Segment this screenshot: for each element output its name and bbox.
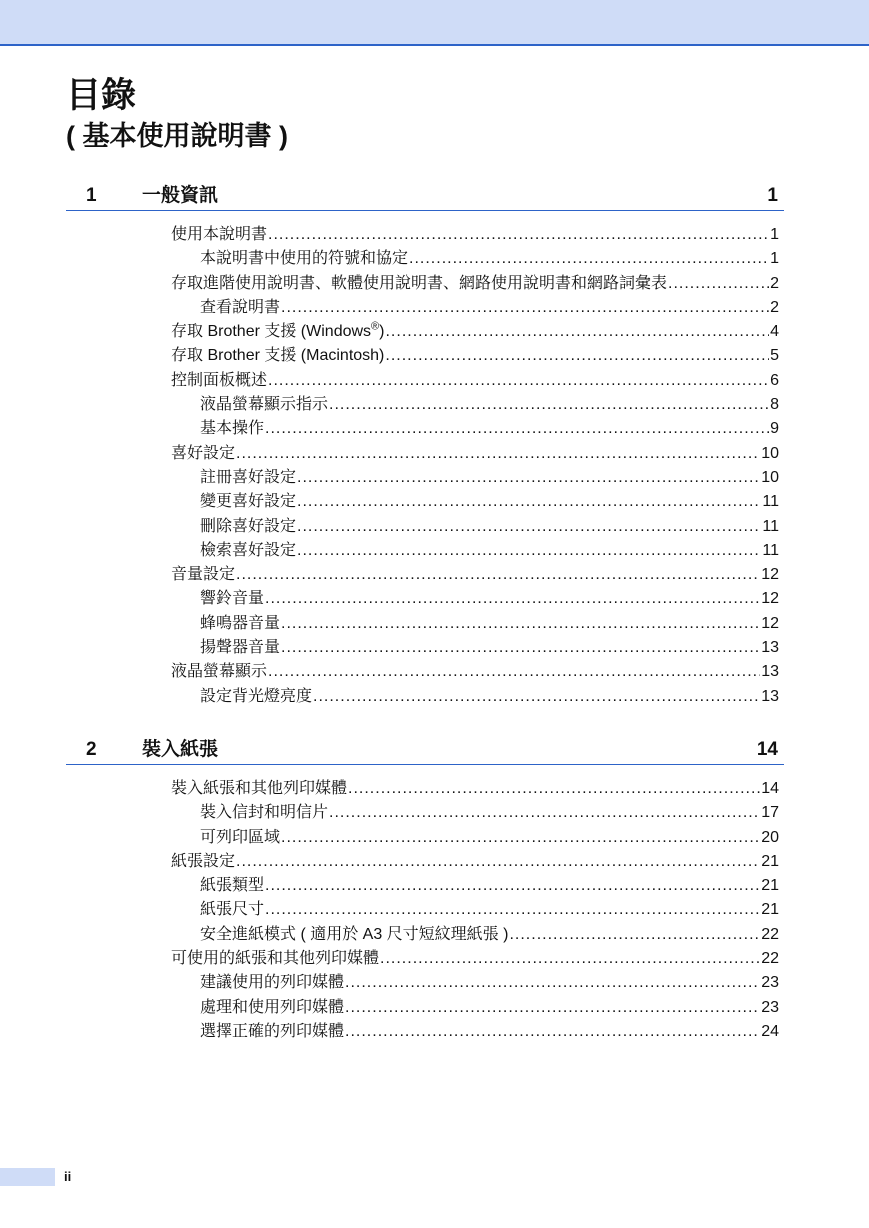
dot-leader <box>236 442 760 466</box>
dot-leader <box>345 996 760 1020</box>
toc-entry[interactable] <box>171 490 779 514</box>
dot-leader <box>281 612 760 636</box>
toc-entry[interactable] <box>171 272 779 296</box>
toc-entry-label: 處理和使用列印媒體 <box>200 998 345 1016</box>
toc-entry-label: 音量設定 <box>171 566 236 584</box>
toc-list-chapter-1 <box>171 223 779 709</box>
toc-entry-page: 22 <box>761 950 779 968</box>
chapter-page: 1 <box>767 185 778 206</box>
dot-leader <box>509 923 760 947</box>
toc-entry-label: 可使用的紙張和其他列印媒體 <box>171 950 380 968</box>
toc-entry-page: 11 <box>762 541 779 559</box>
chapter-heading-2[interactable] <box>66 738 784 765</box>
toc-entry-page: 4 <box>770 323 779 341</box>
toc-entry-page: 13 <box>761 639 779 657</box>
toc-entry[interactable] <box>171 320 779 344</box>
toc-entry[interactable] <box>171 685 779 709</box>
toc-entry-page: 1 <box>770 250 779 268</box>
chapter-heading-1[interactable] <box>66 184 784 211</box>
toc-entry-page: 10 <box>761 468 779 486</box>
toc-entry-page: 11 <box>762 517 779 535</box>
toc-entry-label: 存取進階使用說明書、軟體使用說明書、網路使用說明書和網路詞彙表 <box>171 274 668 292</box>
toc-entry-page: 8 <box>770 396 779 414</box>
dot-leader <box>385 344 769 368</box>
toc-entry-page: 21 <box>761 901 779 919</box>
toc-entry-page: 24 <box>761 1022 779 1040</box>
toc-entry-page: 10 <box>761 444 779 462</box>
toc-entry-label: 基本操作 <box>200 420 265 438</box>
toc-entry-label: 蜂鳴器音量 <box>200 614 281 632</box>
page-title: 目錄 <box>66 76 137 115</box>
toc-entry-page: 11 <box>762 493 779 511</box>
toc-entry[interactable] <box>171 826 779 850</box>
dot-leader <box>265 587 760 611</box>
toc-entry[interactable] <box>171 247 779 271</box>
toc-entry[interactable] <box>171 296 779 320</box>
toc-entry-page: 2 <box>770 298 779 316</box>
dot-leader <box>265 898 760 922</box>
toc-entry[interactable] <box>171 223 779 247</box>
header-band <box>0 0 869 46</box>
toc-entry-label: 安全進紙模式 ( 適用於 A3 尺寸短紋理紙張 ) <box>200 925 509 943</box>
toc-entry[interactable] <box>171 442 779 466</box>
chapter-title: 一般資訊 <box>142 185 219 206</box>
chapter-page: 14 <box>756 739 778 760</box>
toc-entry[interactable] <box>171 587 779 611</box>
toc-entry-label: 可列印區域 <box>200 828 281 846</box>
dot-leader <box>385 320 769 344</box>
toc-entry-label: 設定背光燈亮度 <box>200 687 313 705</box>
toc-entry[interactable] <box>171 612 779 636</box>
dot-leader <box>313 685 760 709</box>
toc-entry[interactable] <box>171 563 779 587</box>
dot-leader <box>268 223 769 247</box>
toc-entry-label: 喜好設定 <box>171 444 236 462</box>
toc-entry[interactable] <box>171 636 779 660</box>
toc-entry-page: 21 <box>761 877 779 895</box>
dot-leader <box>297 515 761 539</box>
toc-entry-page: 20 <box>761 828 779 846</box>
toc-entry-page: 23 <box>761 998 779 1016</box>
dot-leader <box>668 272 769 296</box>
toc-entry[interactable] <box>171 539 779 563</box>
dot-leader <box>265 874 760 898</box>
toc-entry-label: 建議使用的列印媒體 <box>200 974 345 992</box>
dot-leader <box>380 947 760 971</box>
toc-entry[interactable] <box>171 393 779 417</box>
dot-leader <box>265 417 769 441</box>
toc-entry[interactable] <box>171 874 779 898</box>
toc-entry[interactable] <box>171 801 779 825</box>
toc-entry-page: 17 <box>761 804 779 822</box>
toc-entry[interactable] <box>171 777 779 801</box>
toc-entry-page: 12 <box>761 590 779 608</box>
dot-leader <box>345 971 760 995</box>
toc-entry[interactable] <box>171 515 779 539</box>
dot-leader <box>281 636 760 660</box>
toc-entry-label: 紙張尺寸 <box>200 901 265 919</box>
toc-entry-label: 存取 Brother 支援 (Macintosh) <box>171 347 385 365</box>
chapter-title: 裝入紙張 <box>142 739 219 760</box>
dot-leader <box>348 777 760 801</box>
toc-entry-label: 液晶螢幕顯示 <box>171 663 268 681</box>
toc-entry[interactable] <box>171 369 779 393</box>
toc-entry-page: 6 <box>770 371 779 389</box>
dot-leader <box>268 369 769 393</box>
toc-entry-label: 註冊喜好設定 <box>200 468 297 486</box>
toc-entry[interactable] <box>171 850 779 874</box>
toc-entry-page: 21 <box>761 852 779 870</box>
dot-leader <box>281 296 769 320</box>
toc-list-chapter-2 <box>171 777 779 1044</box>
dot-leader <box>297 466 760 490</box>
dot-leader <box>268 660 760 684</box>
toc-entry-page: 22 <box>761 925 779 943</box>
page-number: ii <box>64 1169 72 1184</box>
page-subtitle: ( 基本使用說明書 ) <box>66 121 288 151</box>
toc-entry-page: 12 <box>761 566 779 584</box>
toc-entry[interactable] <box>171 1020 779 1044</box>
dot-leader <box>409 247 769 271</box>
toc-entry-label: 紙張設定 <box>171 852 236 870</box>
dot-leader <box>297 490 761 514</box>
toc-entry-label: 檢索喜好設定 <box>200 541 297 559</box>
dot-leader <box>329 393 769 417</box>
footer-tab <box>0 1168 55 1186</box>
toc-entry-page: 14 <box>761 780 779 797</box>
dot-leader <box>329 801 760 825</box>
toc-entry[interactable] <box>171 971 779 995</box>
toc-entry-label: 存取 Brother 支援 (Windows®) <box>171 320 385 341</box>
toc-entry-page: 23 <box>761 974 779 992</box>
toc-entry-label: 揚聲器音量 <box>200 639 281 657</box>
toc-entry-label: 紙張類型 <box>200 877 265 895</box>
toc-entry-page: 12 <box>761 614 779 632</box>
toc-entry-label: 變更喜好設定 <box>200 493 297 511</box>
dot-leader <box>281 826 760 850</box>
toc-entry[interactable] <box>171 923 779 947</box>
dot-leader <box>345 1020 760 1044</box>
toc-entry-label: 使用本說明書 <box>171 226 268 243</box>
toc-entry[interactable] <box>171 660 779 684</box>
toc-entry-label: 控制面板概述 <box>171 371 268 389</box>
chapter-number: 1 <box>86 185 97 206</box>
toc-entry-label: 查看說明書 <box>200 298 281 316</box>
toc-entry-page: 5 <box>770 347 779 365</box>
toc-entry-label: 裝入紙張和其他列印媒體 <box>171 780 348 797</box>
toc-entry[interactable] <box>171 466 779 490</box>
toc-entry-label: 裝入信封和明信片 <box>200 804 329 822</box>
toc-entry-page: 1 <box>770 226 779 243</box>
chapter-number: 2 <box>86 739 97 760</box>
toc-entry-label: 響鈴音量 <box>200 590 265 608</box>
toc-entry[interactable] <box>171 417 779 441</box>
toc-entry-page: 2 <box>770 274 779 292</box>
toc-entry-page: 9 <box>770 420 779 438</box>
toc-entry[interactable] <box>171 898 779 922</box>
dot-leader <box>236 850 760 874</box>
toc-entry[interactable] <box>171 947 779 971</box>
dot-leader <box>236 563 760 587</box>
toc-entry-label: 刪除喜好設定 <box>200 517 297 535</box>
toc-entry-label: 本說明書中使用的符號和協定 <box>200 250 409 268</box>
toc-entry-label: 選擇正確的列印媒體 <box>200 1022 345 1040</box>
toc-entry-page: 13 <box>761 663 779 681</box>
toc-entry-label: 液晶螢幕顯示指示 <box>200 396 329 414</box>
toc-entry[interactable] <box>171 996 779 1020</box>
toc-entry[interactable] <box>171 344 779 368</box>
dot-leader <box>297 539 761 563</box>
toc-entry-page: 13 <box>761 687 779 705</box>
